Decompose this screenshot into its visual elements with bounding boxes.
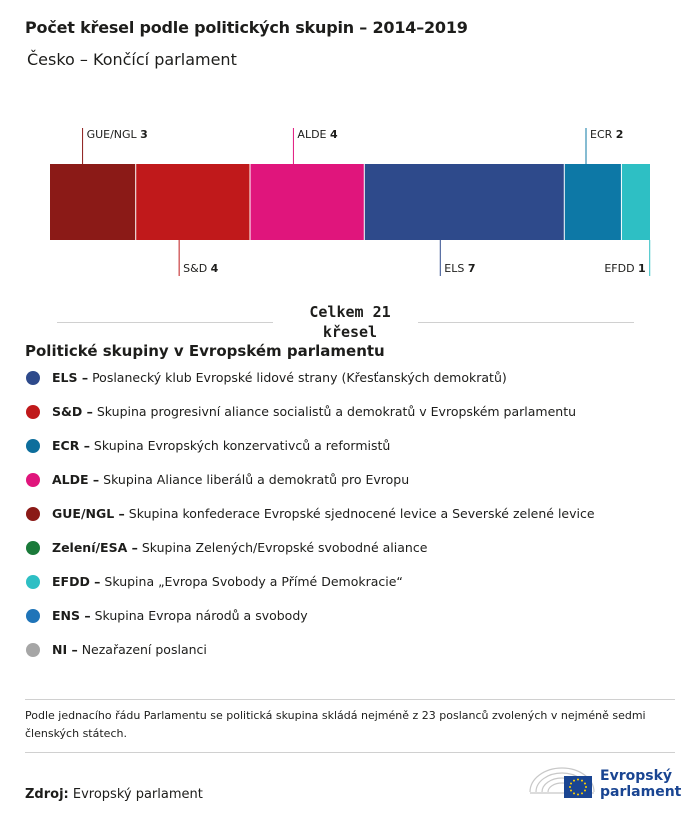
total-seats: [0, 300, 700, 344]
legend-color-dot: [26, 439, 40, 453]
legend-label: [52, 438, 390, 453]
legend-abbreviation: ECR –: [52, 438, 90, 453]
bar-segment-alde: [250, 164, 364, 240]
legend-description: Skupina progresivní aliance socialistů a demokratů v Evropském parlamentu: [92, 404, 577, 419]
chart-subtitle: Česko – Končící parlament: [27, 50, 237, 69]
legend-description: Nezařazení poslanci: [77, 642, 207, 657]
legend-label: [52, 370, 507, 385]
legend-description: Skupina „Evropa Svobody a Přímé Demokracie“: [100, 574, 403, 589]
bar-segment-s-d: [136, 164, 250, 240]
legend-description: Skupina Evropských konzervativců a reformistů: [89, 438, 391, 453]
legend-color-dot: [26, 541, 40, 555]
data-label-ecr: ECR 2: [590, 128, 624, 141]
total-label: Celkem 21: [309, 303, 391, 321]
legend-description: Skupina Aliance liberálů a demokratů pro Evropu: [99, 472, 410, 487]
legend-abbreviation: ALDE –: [52, 472, 100, 487]
data-label-els: ELS 7: [444, 262, 476, 275]
total-divider-left: [57, 322, 273, 323]
source-label: Zdroj:: [25, 787, 69, 802]
total-unit: křesel: [322, 323, 378, 341]
legend-description: Skupina konfederace Evropské sjednocené levice a Severské zelené levice: [124, 506, 595, 521]
legend-abbreviation: S&D –: [52, 404, 93, 419]
legend-label: [52, 404, 576, 419]
legend-color-dot: [26, 609, 40, 623]
total-divider-right: [418, 322, 634, 323]
source: [25, 787, 203, 802]
note-divider-bottom: [25, 752, 675, 753]
legend-abbreviation: Zelení/ESA –: [52, 540, 138, 555]
legend-abbreviation: ELS –: [52, 370, 89, 385]
legend-description: Skupina Zelených/Evropské svobodné aliance: [137, 540, 428, 555]
stacked-bar-chart: [0, 110, 700, 290]
bar-segment-ecr: [564, 164, 621, 240]
legend-description: Poslanecký klub Evropské lidové strany (Křesťanských demokratů): [88, 370, 507, 385]
legend-label: [52, 574, 403, 589]
legend-label: [52, 642, 207, 657]
source-value: Evropský parlament: [72, 787, 203, 802]
legend-color-dot: [26, 405, 40, 419]
legend-color-dot: [26, 575, 40, 589]
data-label-efdd: EFDD 1: [604, 262, 646, 275]
legend-description: Skupina Evropa národů a svobody: [90, 608, 308, 623]
bar-segment-gue-ngl: [50, 164, 136, 240]
legend-abbreviation: ENS –: [52, 608, 91, 623]
legend-label: [52, 506, 595, 521]
legend-abbreviation: EFDD –: [52, 574, 101, 589]
legend-abbreviation: GUE/NGL –: [52, 506, 125, 521]
legend-label: [52, 608, 308, 623]
bar-segment-els: [364, 164, 564, 240]
legend-color-dot: [26, 507, 40, 521]
logo-line1: Evropský: [600, 768, 673, 784]
legend-color-dot: [26, 473, 40, 487]
chart-title: Počet křesel podle politických skupin – 2014–2019: [25, 18, 468, 37]
legend-label: [52, 472, 409, 487]
legend-color-dot: [26, 371, 40, 385]
legend-color-dot: [26, 643, 40, 657]
bar-segment-efdd: [621, 164, 650, 240]
legend-title: Politické skupiny v Evropském parlamentu: [25, 342, 385, 360]
legend-label: [52, 540, 427, 555]
data-label-alde: ALDE 4: [297, 128, 338, 141]
note-divider-top: [25, 699, 675, 700]
footnote: Podle jednacího řádu Parlamentu se politická skupina skládá nejméně z 23 poslanců zvolených v nejméně sedmi členských státech.: [25, 709, 646, 740]
data-label-s-d: S&D 4: [183, 262, 219, 275]
legend-abbreviation: NI –: [52, 642, 78, 657]
data-label-gue-ngl: GUE/NGL 3: [86, 128, 148, 141]
logo-line2: parlament: [600, 784, 682, 800]
